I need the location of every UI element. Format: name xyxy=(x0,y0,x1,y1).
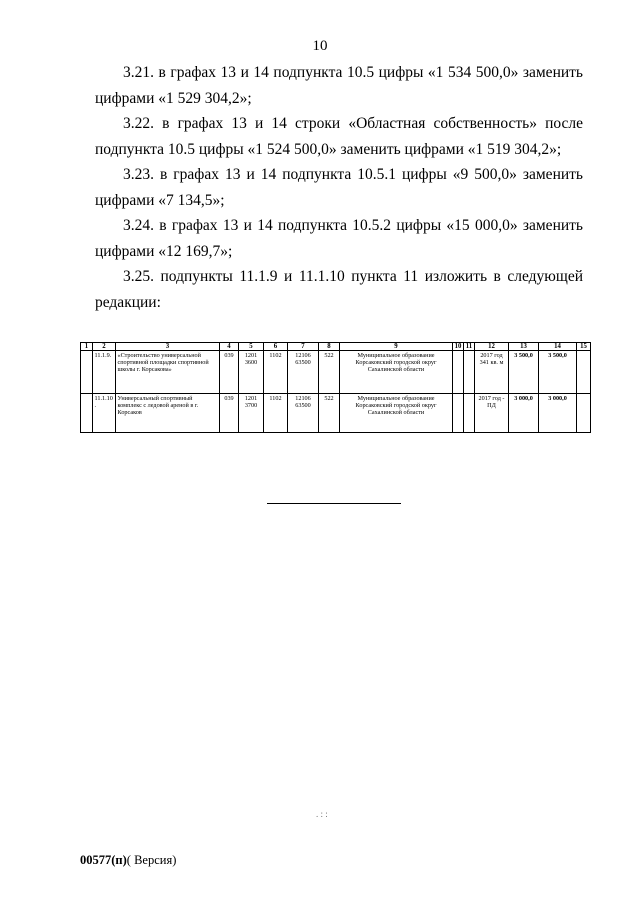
column-number: 5 xyxy=(239,343,264,351)
document-code: 00577(п) xyxy=(80,853,127,867)
amendment-table xyxy=(80,342,591,433)
cell-object-name: Универсальный спортивный комплекс с ледовой ареной в г. Корсаков xyxy=(116,394,220,433)
table-header-row xyxy=(81,343,591,351)
cell-subitem-number: 11.1.9. xyxy=(93,351,116,394)
paragraph-3-25: 3.25. подпункты 11.1.9 и 11.1.10 пункта 11 изложить в следующей редакции: xyxy=(95,268,583,311)
cell-col8: 522 xyxy=(319,351,340,394)
cell-col11 xyxy=(464,351,475,394)
paragraph-3-24: 3.24. в графах 13 и 14 подпункта 10.5.2 цифры «15 000,0» заменить цифрами «12 169,7»; xyxy=(95,217,583,260)
column-number: 2 xyxy=(93,343,116,351)
cell-col1 xyxy=(81,394,93,433)
cell-col7: 12106 63500 xyxy=(288,394,319,433)
paragraph-3-21: 3.21. в графах 13 и 14 подпункта 10.5 цифры «1 534 500,0» заменить цифрами «1 529 304,2»; xyxy=(95,64,583,107)
cell-col15 xyxy=(577,394,591,433)
cell-col5: 1201 3700 xyxy=(239,394,264,433)
cell-col10 xyxy=(453,351,464,394)
cell-year-capacity: 2017 год - ПД xyxy=(475,394,509,433)
cell-col4: 039 xyxy=(220,351,239,394)
column-number: 12 xyxy=(475,343,509,351)
cell-col5: 1201 3600 xyxy=(239,351,264,394)
cell-col1 xyxy=(81,351,93,394)
column-number: 13 xyxy=(509,343,539,351)
column-number: 3 xyxy=(116,343,220,351)
table-row xyxy=(81,394,591,433)
column-number: 10 xyxy=(453,343,464,351)
cell-subitem-number: 11.1.10. xyxy=(93,394,116,433)
cell-col11 xyxy=(464,394,475,433)
column-number: 8 xyxy=(319,343,340,351)
cell-col13-amount: 3 000,0 xyxy=(509,394,539,433)
page-number: 10 xyxy=(312,38,328,54)
cell-col8: 522 xyxy=(319,394,340,433)
column-number: 7 xyxy=(288,343,319,351)
column-number: 1 xyxy=(81,343,93,351)
cell-col7: 12106 63500 xyxy=(288,351,319,394)
cell-col10 xyxy=(453,394,464,433)
column-number: 4 xyxy=(220,343,239,351)
cell-year-capacity: 2017 год 341 кв. м xyxy=(475,351,509,394)
column-number: 11 xyxy=(464,343,475,351)
cell-col4: 039 xyxy=(220,394,239,433)
table-row xyxy=(81,351,591,394)
paragraph-3-23: 3.23. в графах 13 и 14 подпункта 10.5.1 цифры «9 500,0» заменить цифрами «7 134,5»; xyxy=(95,166,583,209)
cell-col6: 1102 xyxy=(264,394,288,433)
cell-municipality: Муниципальное образование Корсаковский городской округ Сахалинской области xyxy=(340,351,453,394)
section-divider xyxy=(267,503,401,504)
cell-col6: 1102 xyxy=(264,351,288,394)
scan-mark: . : : xyxy=(316,809,328,819)
cell-col13-amount: 3 500,0 xyxy=(509,351,539,394)
column-number: 15 xyxy=(577,343,591,351)
cell-col14-amount: 3 000,0 xyxy=(539,394,577,433)
cell-object-name: «Строительство универсальной спортивной площадки спортивной школы г. Корсакова» xyxy=(116,351,220,394)
cell-col15 xyxy=(577,351,591,394)
document-footer xyxy=(80,853,176,868)
paragraph-3-22: 3.22. в графах 13 и 14 строки «Областная собственность» после подпункта 10.5 цифры «1 524 500,0» заменить цифрами «1 519 304,2»; xyxy=(95,115,583,158)
cell-municipality: Муниципальное образование Корсаковский городской округ Сахалинской области xyxy=(340,394,453,433)
document-version: ( Версия) xyxy=(126,853,177,867)
column-number: 6 xyxy=(264,343,288,351)
cell-col14-amount: 3 500,0 xyxy=(539,351,577,394)
column-number: 14 xyxy=(539,343,577,351)
column-number: 9 xyxy=(340,343,453,351)
